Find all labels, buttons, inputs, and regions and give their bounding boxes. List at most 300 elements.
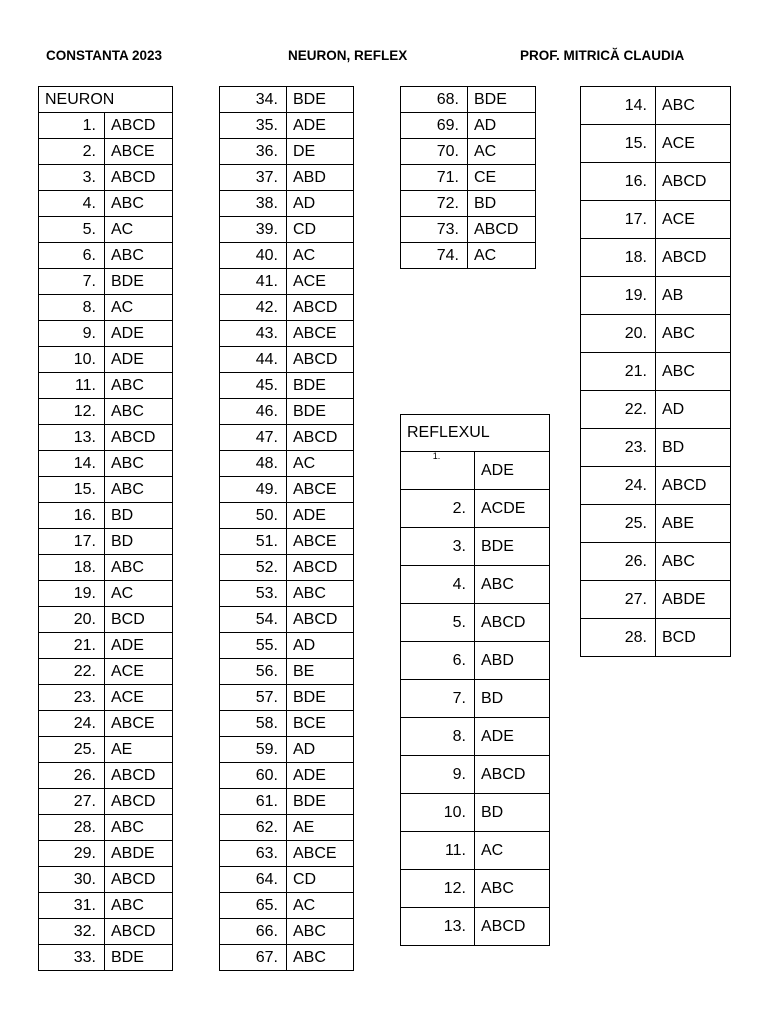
question-number: 12. bbox=[401, 870, 475, 908]
question-number-label: 1. bbox=[432, 451, 441, 461]
answer-cell: ABE bbox=[656, 505, 731, 543]
table-row bbox=[581, 125, 731, 163]
table-row bbox=[581, 315, 731, 353]
answer-cell: ABCD bbox=[287, 347, 354, 373]
question-number: 53. bbox=[220, 581, 287, 607]
answer-cell: BDE bbox=[287, 399, 354, 425]
answer-cell: ADE bbox=[287, 763, 354, 789]
answer-cell: ABC bbox=[105, 451, 173, 477]
answer-cell: BDE bbox=[287, 789, 354, 815]
question-number: 24. bbox=[581, 467, 656, 505]
answer-cell: ADE bbox=[105, 347, 173, 373]
table-row bbox=[220, 737, 354, 763]
table-row bbox=[39, 841, 173, 867]
answer-cell: BE bbox=[287, 659, 354, 685]
answer-cell: BDE bbox=[287, 685, 354, 711]
table-row bbox=[39, 503, 173, 529]
question-number: 51. bbox=[220, 529, 287, 555]
question-number: 19. bbox=[581, 277, 656, 315]
question-number: 74. bbox=[401, 243, 468, 269]
table-row bbox=[581, 391, 731, 429]
table-row bbox=[39, 295, 173, 321]
question-number: 15. bbox=[39, 477, 105, 503]
table-row bbox=[581, 277, 731, 315]
answer-cell: ABCD bbox=[105, 919, 173, 945]
question-number: 3. bbox=[39, 165, 105, 191]
question-number: 1. bbox=[39, 113, 105, 139]
answer-cell: ABC bbox=[105, 815, 173, 841]
question-number: 4. bbox=[401, 566, 475, 604]
question-number: 23. bbox=[39, 685, 105, 711]
answer-cell: AC bbox=[287, 451, 354, 477]
answer-cell: ACE bbox=[656, 125, 731, 163]
table-row bbox=[220, 607, 354, 633]
question-number: 20. bbox=[39, 607, 105, 633]
question-number: 65. bbox=[220, 893, 287, 919]
question-number: 60. bbox=[220, 763, 287, 789]
question-number: 24. bbox=[39, 711, 105, 737]
table-row bbox=[220, 581, 354, 607]
answer-cell: ACE bbox=[656, 201, 731, 239]
question-number: 22. bbox=[581, 391, 656, 429]
question-number: 71. bbox=[401, 165, 468, 191]
answer-cell: ADE bbox=[105, 633, 173, 659]
question-number: 6. bbox=[39, 243, 105, 269]
question-number: 8. bbox=[39, 295, 105, 321]
table-row bbox=[220, 347, 354, 373]
answer-cell: ABCD bbox=[475, 604, 550, 642]
table-row bbox=[220, 399, 354, 425]
table-row bbox=[401, 604, 550, 642]
question-number: 70. bbox=[401, 139, 468, 165]
table-row bbox=[39, 867, 173, 893]
answer-cell: BDE bbox=[105, 945, 173, 971]
answer-cell: ABC bbox=[287, 581, 354, 607]
table-row bbox=[220, 321, 354, 347]
answer-cell: AD bbox=[287, 191, 354, 217]
table-row bbox=[220, 87, 354, 113]
table-title-row bbox=[401, 415, 550, 452]
question-number: 30. bbox=[39, 867, 105, 893]
question-number: 6. bbox=[401, 642, 475, 680]
table-row bbox=[39, 763, 173, 789]
answer-cell: ABCE bbox=[105, 711, 173, 737]
question-number: 62. bbox=[220, 815, 287, 841]
answer-cell: AC bbox=[475, 832, 550, 870]
answer-cell: AB bbox=[656, 277, 731, 315]
question-number: 4. bbox=[39, 191, 105, 217]
question-number: 27. bbox=[39, 789, 105, 815]
table-row bbox=[220, 945, 354, 971]
table-row bbox=[39, 529, 173, 555]
question-number: 8. bbox=[401, 718, 475, 756]
answer-cell: ABC bbox=[105, 555, 173, 581]
table-row bbox=[220, 789, 354, 815]
answer-cell: BCD bbox=[105, 607, 173, 633]
question-number: 10. bbox=[401, 794, 475, 832]
table-row bbox=[39, 347, 173, 373]
answer-cell: CE bbox=[468, 165, 536, 191]
answer-cell: ACE bbox=[105, 685, 173, 711]
question-number: 47. bbox=[220, 425, 287, 451]
answer-cell: BDE bbox=[468, 87, 536, 113]
answer-cell: BDE bbox=[475, 528, 550, 566]
answer-cell: ABCD bbox=[287, 607, 354, 633]
answer-cell: AC bbox=[105, 217, 173, 243]
question-number: 14. bbox=[39, 451, 105, 477]
question-number: 61. bbox=[220, 789, 287, 815]
table-title: REFLEXUL bbox=[401, 415, 550, 452]
answer-cell: ABD bbox=[287, 165, 354, 191]
answer-cell: ADE bbox=[287, 113, 354, 139]
table-row bbox=[39, 269, 173, 295]
question-number: 3. bbox=[401, 528, 475, 566]
answer-cell: AC bbox=[105, 581, 173, 607]
question-number: 10. bbox=[39, 347, 105, 373]
answer-cell: ABC bbox=[105, 477, 173, 503]
answer-cell: ABC bbox=[475, 870, 550, 908]
table-row bbox=[220, 659, 354, 685]
table-row bbox=[401, 566, 550, 604]
answer-cell: ABD bbox=[475, 642, 550, 680]
question-number: 22. bbox=[39, 659, 105, 685]
question-number: 7. bbox=[39, 269, 105, 295]
table-row bbox=[220, 763, 354, 789]
question-number: 16. bbox=[39, 503, 105, 529]
answer-cell: ABC bbox=[105, 191, 173, 217]
answer-cell: ABC bbox=[475, 566, 550, 604]
answer-cell: BD bbox=[656, 429, 731, 467]
header-center: NEURON, REFLEX bbox=[288, 48, 408, 63]
table-row bbox=[39, 685, 173, 711]
table-row bbox=[220, 295, 354, 321]
answer-cell: ABC bbox=[287, 945, 354, 971]
table-row bbox=[401, 528, 550, 566]
question-number: 26. bbox=[39, 763, 105, 789]
question-number: 18. bbox=[39, 555, 105, 581]
answer-cell: ABCE bbox=[105, 139, 173, 165]
answer-cell: ABC bbox=[105, 243, 173, 269]
answer-cell: ABC bbox=[656, 353, 731, 391]
table-row bbox=[220, 841, 354, 867]
question-number: 16. bbox=[581, 163, 656, 201]
question-number bbox=[401, 452, 475, 490]
answer-cell: ABC bbox=[656, 87, 731, 125]
table-row bbox=[220, 919, 354, 945]
question-number: 2. bbox=[39, 139, 105, 165]
answer-cell: ACE bbox=[105, 659, 173, 685]
table-row bbox=[401, 908, 550, 946]
answer-cell: ABCD bbox=[287, 555, 354, 581]
reflex-table-2 bbox=[580, 86, 731, 657]
answer-cell: ABC bbox=[105, 893, 173, 919]
table-row bbox=[220, 217, 354, 243]
answer-cell: ABDE bbox=[656, 581, 731, 619]
table-row bbox=[581, 619, 731, 657]
neuron-table-2 bbox=[219, 86, 354, 971]
answer-cell: ABCD bbox=[105, 867, 173, 893]
question-number: 56. bbox=[220, 659, 287, 685]
table-row bbox=[401, 165, 536, 191]
table-row bbox=[401, 490, 550, 528]
answer-cell: ADE bbox=[475, 718, 550, 756]
answer-cell: ABCD bbox=[468, 217, 536, 243]
question-number: 59. bbox=[220, 737, 287, 763]
table-row bbox=[39, 425, 173, 451]
table-row bbox=[220, 893, 354, 919]
answer-cell: BDE bbox=[287, 87, 354, 113]
table-row bbox=[39, 919, 173, 945]
question-number: 67. bbox=[220, 945, 287, 971]
answer-cell: BDE bbox=[287, 373, 354, 399]
answer-cell: BD bbox=[475, 794, 550, 832]
question-number: 73. bbox=[401, 217, 468, 243]
table-row bbox=[39, 477, 173, 503]
question-number: 20. bbox=[581, 315, 656, 353]
table-row bbox=[220, 555, 354, 581]
answer-cell: AD bbox=[656, 391, 731, 429]
question-number: 17. bbox=[39, 529, 105, 555]
table-row bbox=[39, 191, 173, 217]
question-number: 31. bbox=[39, 893, 105, 919]
table-row bbox=[401, 139, 536, 165]
table-row bbox=[39, 113, 173, 139]
question-number: 50. bbox=[220, 503, 287, 529]
table-row bbox=[220, 529, 354, 555]
question-number: 37. bbox=[220, 165, 287, 191]
question-number: 32. bbox=[39, 919, 105, 945]
answer-cell: AE bbox=[287, 815, 354, 841]
question-number: 12. bbox=[39, 399, 105, 425]
table-row bbox=[39, 555, 173, 581]
table-row bbox=[401, 794, 550, 832]
table-row bbox=[220, 815, 354, 841]
question-number: 39. bbox=[220, 217, 287, 243]
answer-cell: ACDE bbox=[475, 490, 550, 528]
table-row bbox=[401, 718, 550, 756]
question-number: 41. bbox=[220, 269, 287, 295]
answer-cell: BD bbox=[475, 680, 550, 718]
answer-cell: ABCD bbox=[105, 763, 173, 789]
table-row bbox=[39, 399, 173, 425]
question-number: 25. bbox=[39, 737, 105, 763]
answer-cell: ABCE bbox=[287, 321, 354, 347]
answer-cell: ABC bbox=[656, 315, 731, 353]
table-row bbox=[39, 893, 173, 919]
table-row bbox=[39, 945, 173, 971]
answer-cell: BD bbox=[105, 529, 173, 555]
question-number: 66. bbox=[220, 919, 287, 945]
question-number: 11. bbox=[39, 373, 105, 399]
answer-cell: ABCD bbox=[475, 908, 550, 946]
question-number: 40. bbox=[220, 243, 287, 269]
answer-cell: ABCD bbox=[105, 425, 173, 451]
table-row bbox=[581, 429, 731, 467]
answer-cell: DE bbox=[287, 139, 354, 165]
answer-cell: ABCD bbox=[105, 789, 173, 815]
question-number: 57. bbox=[220, 685, 287, 711]
answer-cell: ABCD bbox=[287, 295, 354, 321]
table-title-row bbox=[39, 87, 173, 113]
question-number: 45. bbox=[220, 373, 287, 399]
answer-cell: ABC bbox=[287, 919, 354, 945]
table-row bbox=[39, 581, 173, 607]
table-row bbox=[39, 139, 173, 165]
table-row bbox=[401, 756, 550, 794]
question-number: 21. bbox=[581, 353, 656, 391]
question-number: 11. bbox=[401, 832, 475, 870]
question-number: 15. bbox=[581, 125, 656, 163]
neuron-table-1 bbox=[38, 86, 173, 971]
table-row bbox=[39, 633, 173, 659]
header-right: PROF. MITRICĂ CLAUDIA bbox=[520, 48, 685, 63]
table-row bbox=[39, 789, 173, 815]
answer-cell: ABCE bbox=[287, 529, 354, 555]
answer-cell: ADE bbox=[287, 503, 354, 529]
neuron-table-3 bbox=[400, 86, 536, 269]
question-number: 17. bbox=[581, 201, 656, 239]
table-row bbox=[39, 607, 173, 633]
table-row bbox=[220, 477, 354, 503]
answer-cell: BDE bbox=[105, 269, 173, 295]
answer-cell: AC bbox=[105, 295, 173, 321]
question-number: 43. bbox=[220, 321, 287, 347]
question-number: 28. bbox=[581, 619, 656, 657]
table-row bbox=[581, 87, 731, 125]
table-row bbox=[220, 633, 354, 659]
table-row bbox=[39, 815, 173, 841]
question-number: 36. bbox=[220, 139, 287, 165]
answer-cell: AC bbox=[287, 243, 354, 269]
answer-cell: CD bbox=[287, 867, 354, 893]
question-number: 13. bbox=[39, 425, 105, 451]
question-number: 7. bbox=[401, 680, 475, 718]
answer-cell: ABCE bbox=[287, 477, 354, 503]
question-number: 14. bbox=[581, 87, 656, 125]
table-row bbox=[581, 239, 731, 277]
reflex-table-1 bbox=[400, 414, 550, 946]
question-number: 44. bbox=[220, 347, 287, 373]
question-number: 55. bbox=[220, 633, 287, 659]
question-number: 9. bbox=[39, 321, 105, 347]
answer-cell: CD bbox=[287, 217, 354, 243]
table-row bbox=[581, 581, 731, 619]
question-number: 9. bbox=[401, 756, 475, 794]
question-number: 33. bbox=[39, 945, 105, 971]
table-row bbox=[220, 191, 354, 217]
answer-cell: ABCD bbox=[287, 425, 354, 451]
question-number: 26. bbox=[581, 543, 656, 581]
table-row bbox=[220, 373, 354, 399]
question-number: 69. bbox=[401, 113, 468, 139]
answer-cell: AC bbox=[468, 243, 536, 269]
question-number: 28. bbox=[39, 815, 105, 841]
answer-cell: ABC bbox=[656, 543, 731, 581]
table-row bbox=[39, 373, 173, 399]
table-row bbox=[39, 451, 173, 477]
question-number: 34. bbox=[220, 87, 287, 113]
question-number: 5. bbox=[39, 217, 105, 243]
question-number: 46. bbox=[220, 399, 287, 425]
question-number: 49. bbox=[220, 477, 287, 503]
table-row bbox=[220, 113, 354, 139]
answer-cell: ABDE bbox=[105, 841, 173, 867]
table-row bbox=[581, 201, 731, 239]
table-row bbox=[581, 505, 731, 543]
answer-cell: ABCD bbox=[105, 113, 173, 139]
question-number: 68. bbox=[401, 87, 468, 113]
question-number: 19. bbox=[39, 581, 105, 607]
question-number: 18. bbox=[581, 239, 656, 277]
table-title: NEURON bbox=[39, 87, 173, 113]
question-number: 27. bbox=[581, 581, 656, 619]
answer-cell: AC bbox=[468, 139, 536, 165]
table-row bbox=[401, 191, 536, 217]
table-row bbox=[401, 243, 536, 269]
table-row bbox=[401, 452, 550, 490]
answer-cell: AD bbox=[468, 113, 536, 139]
table-row bbox=[220, 711, 354, 737]
table-row bbox=[39, 711, 173, 737]
question-number: 5. bbox=[401, 604, 475, 642]
table-row bbox=[220, 451, 354, 477]
table-row bbox=[39, 737, 173, 763]
table-row bbox=[220, 425, 354, 451]
table-row bbox=[581, 467, 731, 505]
answer-cell: ABC bbox=[105, 399, 173, 425]
answer-cell: AC bbox=[287, 893, 354, 919]
answer-cell: BCE bbox=[287, 711, 354, 737]
table-row bbox=[220, 867, 354, 893]
table-row bbox=[581, 163, 731, 201]
table-row bbox=[220, 269, 354, 295]
question-number: 29. bbox=[39, 841, 105, 867]
question-number: 52. bbox=[220, 555, 287, 581]
table-row bbox=[401, 217, 536, 243]
answer-cell: ABCD bbox=[656, 239, 731, 277]
header-left: CONSTANTA 2023 bbox=[46, 48, 163, 63]
table-row bbox=[39, 165, 173, 191]
answer-cell: AD bbox=[287, 737, 354, 763]
question-number: 42. bbox=[220, 295, 287, 321]
answer-cell: ABCD bbox=[656, 467, 731, 505]
question-number: 48. bbox=[220, 451, 287, 477]
table-row bbox=[220, 165, 354, 191]
answer-cell: BCD bbox=[656, 619, 731, 657]
table-row bbox=[220, 685, 354, 711]
question-number: 35. bbox=[220, 113, 287, 139]
table-row bbox=[39, 659, 173, 685]
table-row bbox=[39, 217, 173, 243]
table-row bbox=[581, 543, 731, 581]
question-number: 25. bbox=[581, 505, 656, 543]
question-number: 58. bbox=[220, 711, 287, 737]
table-row bbox=[401, 832, 550, 870]
question-number: 13. bbox=[401, 908, 475, 946]
answer-cell: ABC bbox=[105, 373, 173, 399]
answer-cell: ACE bbox=[287, 269, 354, 295]
answer-cell: ABCE bbox=[287, 841, 354, 867]
answer-cell: BD bbox=[468, 191, 536, 217]
answer-cell: ABCD bbox=[656, 163, 731, 201]
question-number: 64. bbox=[220, 867, 287, 893]
answer-cell: AD bbox=[287, 633, 354, 659]
question-number: 38. bbox=[220, 191, 287, 217]
table-row bbox=[220, 139, 354, 165]
answer-cell: ABCD bbox=[475, 756, 550, 794]
question-number: 23. bbox=[581, 429, 656, 467]
question-number: 21. bbox=[39, 633, 105, 659]
